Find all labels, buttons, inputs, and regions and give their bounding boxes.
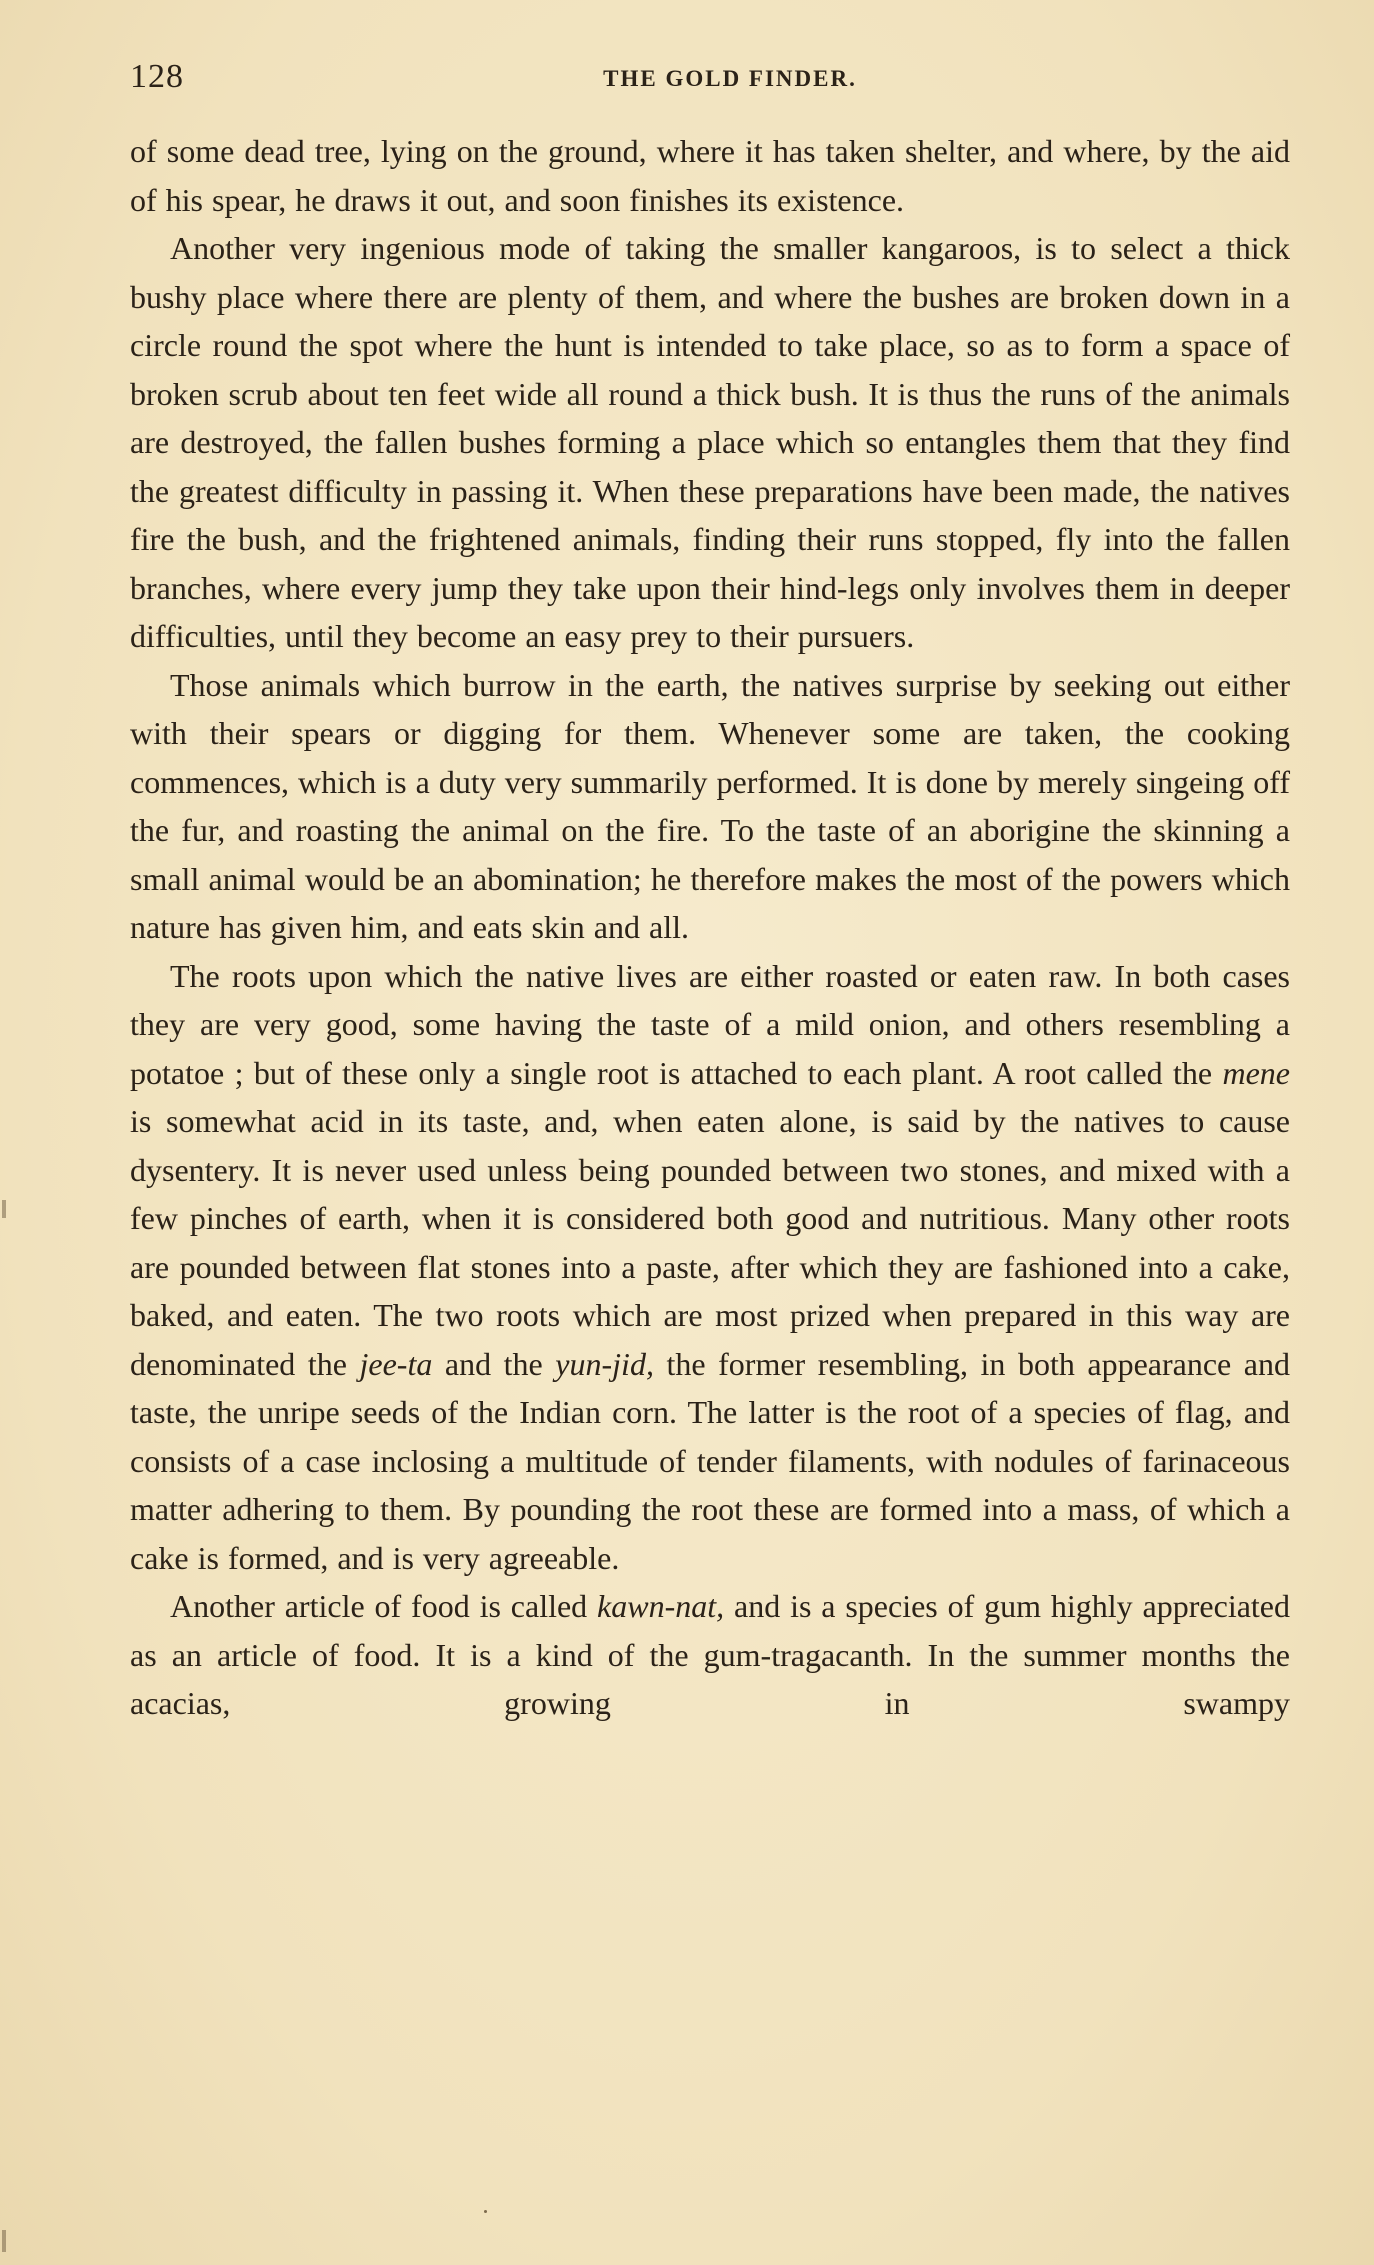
paragraph-kangaroo-hunt: Another very ingenious mode of taking the smaller kangaroos, is to select a thick bushy place where there are plenty of them, and where the bushes are broken down in a circle round the spot where the hunt is intended to take place, so as to form a space of broken scrub about ten feet wide all round a thick bush. It is thus the runs of the animals are destroyed, the fallen bushes forming a place which so entangles them that they find the greatest difficulty in passing it. When these preparations have been made, the natives fire the bush, and the frightened animals, finding their runs stopped, fly into the fallen branches, where every jump they take upon their hind-legs only involves them in deeper difficulties, until they become an easy prey to their pursuers. bbox=[130, 230, 1290, 654]
roots-text-4: the former resembling, in both appearance and taste, the unripe seeds of the Indian corn. The latter is the root of a species of flag, and consists of a case inclosing a multitude of tender filaments, with nodules of farinaceous matter adhering to them. By pounding the root these are formed into a mass, of which a cake is formed, and is very agreeable. bbox=[130, 1345, 1291, 1576]
page-header bbox=[130, 58, 1290, 102]
term-yun-jid: yun-jid, bbox=[555, 1345, 654, 1382]
scan-edge-mark bbox=[2, 2230, 6, 2252]
paragraph-gum bbox=[130, 1582, 1290, 1728]
page-number: 128 bbox=[130, 58, 184, 95]
paper-speck bbox=[484, 2210, 487, 2213]
body-text bbox=[130, 127, 1290, 1728]
roots-text-1: The roots upon which the native lives are either roasted or eaten raw. In both cases they are very good, some having the taste of a mild onion, and others resembling a potatoe ; but of these only a single root is attached to each plant. A root called the bbox=[130, 957, 1290, 1091]
scan-edge-mark bbox=[2, 1200, 6, 1218]
paragraph-roots bbox=[130, 952, 1290, 1583]
paragraph-continued: of some dead tree, lying on the ground, where it has taken shelter, and where, by the aid of his spear, he draws it out, and soon finishes its existence. bbox=[130, 133, 1290, 218]
roots-text-3: and the bbox=[432, 1345, 556, 1382]
gum-text-1: Another article of food is called bbox=[170, 1588, 598, 1624]
running-title: THE GOLD FINDER. bbox=[603, 66, 857, 91]
term-mene: mene bbox=[1222, 1054, 1290, 1091]
gum-text-2: and is a species of gum highly appreciated as an article of food. It is a kind of the gum-tragacanth. In the summer months the acacias, growing in swampy bbox=[130, 1588, 1291, 1721]
term-jee-ta: jee-ta bbox=[359, 1345, 433, 1382]
term-kawn-nat: kawn-nat, bbox=[597, 1588, 725, 1624]
paragraph-burrowing-animals: Those animals which burrow in the earth, the natives surprise by seeking out either with their spears or digging for them. Whenever some are taken, the cooking commences, which is a duty very summarily performed. It is done by merely singeing off the fur, and roasting the animal on the fire. To the taste of an aborigine the skinning a small animal would be an abomination; he therefore makes the most of the powers which nature has given him, and eats skin and all. bbox=[130, 666, 1290, 945]
roots-text-2: is somewhat acid in its taste, and, when eaten alone, is said by the natives to cause dysentery. It is never used unless being pounded between two stones, and mixed with a few pinches of earth, when it is considered both good and nutritious. Many other roots are pounded between flat stones into a paste, after which they are fashioned into a cake, baked, and eaten. The two roots which are most prized when prepared in this way are denominated the bbox=[130, 1103, 1290, 1382]
